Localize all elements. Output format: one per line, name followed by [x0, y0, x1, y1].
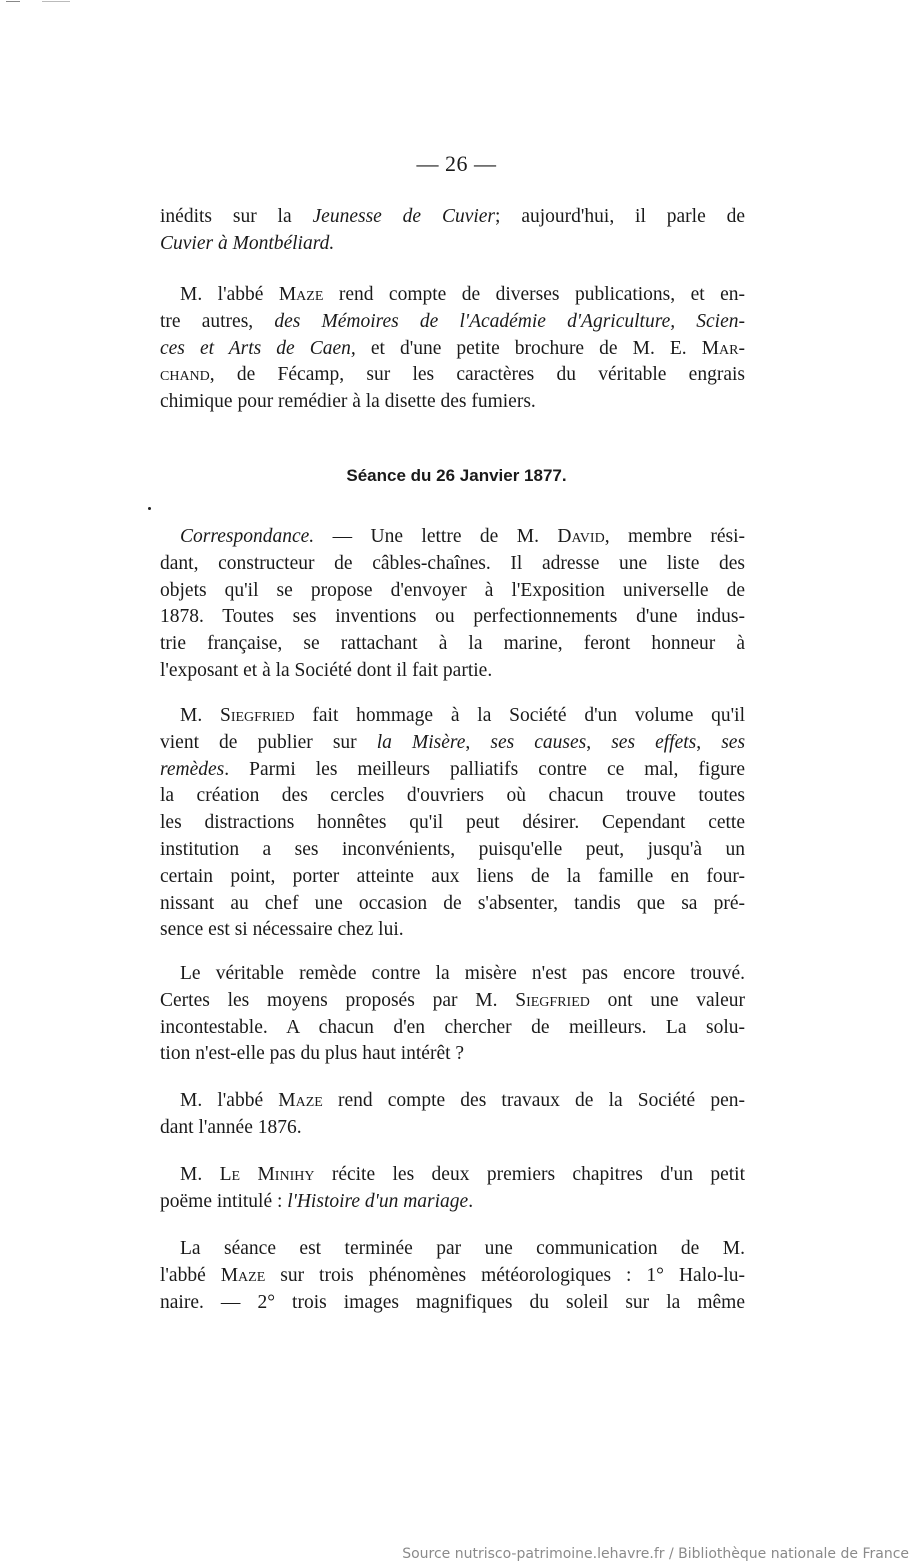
paragraph-siegfried: M. Siegfried fait hommage à la Société d'un volume qu'il vient de publier sur la Misère, ses causes, ses effets, ses remèdes. Parmi les meilleurs palliatifs contre ce mal, figure la création des cercles d'ouvriers où chacun trouve toutes les distractions honnêtes qu'il peut désirer. Cependant cette institution a ses inconvénients, puisqu'elle peut, jusqu'à un certain point, porter atteinte aux liens de la famille en four- nissant au chef une occasion de s'absenter, tandis que sa pré- sence est si nécessaire chez lui. — [160, 705, 746, 941]
scan-mark — [6, 1, 20, 2]
source-attribution: Source nutrisco-patrimoine.lehavre.fr / Bibliothèque nationale de France — [402, 1546, 909, 1562]
paragraph-remede: Le véritable remède contre la misère n'est pas encore trouvé. Certes les moyens proposés par M. Siegfried ont une valeur incontestable. A chacun d'en chercher de meilleurs. La solu- tion n'est-elle pas du plus haut intérêt ? — [160, 963, 746, 1065]
paragraph-meteorologie: La séance est terminée par une communication de M. l'abbé Maze sur trois phénomènes météorologiques : 1° Halo-lu- naire. — 2° trois images magnifiques du soleil sur la même — [160, 1238, 746, 1313]
stray-mark — [148, 507, 151, 510]
paragraph-maze-publications: M. l'abbé Maze rend compte de diverses publications, et en- tre autres, des Mémoires de l'Académie d'Agriculture, Scien- ces et Arts de Caen, et d'une petite brochure de M. E. Mar- chand, de Fécamp, sur les caractères du véritable engrais chimique pour remédier à la disette des fumiers. — [160, 284, 745, 413]
continuation-paragraph: inédits sur la Jeunesse de Cuvier; aujourd'hui, il parle de Cuvier à Montbéliard. — [160, 206, 745, 254]
scan-mark — [42, 1, 70, 2]
page-number: — 26 — — [416, 151, 497, 176]
paragraph-maze-travaux: M. l'abbé Maze rend compte des travaux de la Société pen- dant l'année 1876. — [160, 1090, 745, 1138]
section-heading: Séance du 26 Janvier 1877. — [346, 466, 567, 485]
paragraph-correspondance: Correspondance. — Une lettre de M. David, membre rési- dant, constructeur de câbles-chaînes. Il adresse une liste des objets qu'il se propose d'envoyer à l'Exposition universelle de 1878. Toutes ses inventions ou perfectionnements d'une indus- trie française, se rattachant à la marine, feront honneur à l'exposant et à la Société dont il fait partie. — [160, 526, 745, 681]
paragraph-le-minihy: M. Le Minihy récite les deux premiers chapitres d'un petit poëme intitulé : l'Histoire d'un mariage. — [160, 1164, 746, 1212]
